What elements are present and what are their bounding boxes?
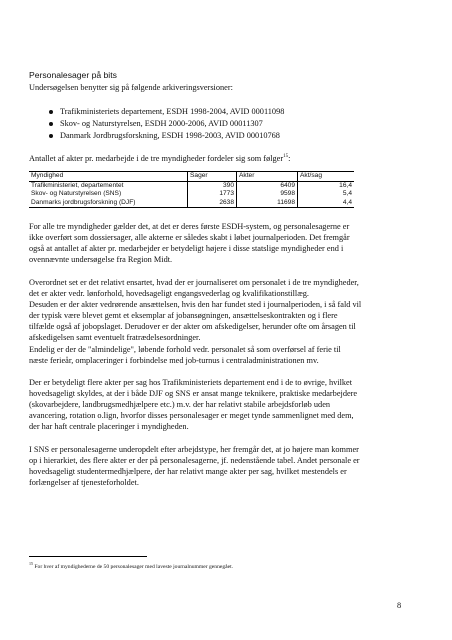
bullet-icon [49, 110, 53, 114]
table-cell: 4,4 [298, 199, 355, 208]
bullet-icon [49, 122, 53, 126]
page-number: 8 [397, 601, 402, 610]
list-item: Skov- og Naturstyrelsen, ESDH 2000-2006, AVID 00011307 [60, 118, 284, 130]
column-header: Sager [188, 172, 237, 182]
table-cell: 2638 [188, 199, 237, 208]
table-cell: 5,4 [298, 190, 355, 199]
table-cell: Danmarks jordbrugsforskning (DJF) [29, 199, 188, 208]
paragraph: I SNS er personalesagerne underopdelt efter arbejdstype, her fremgår det, at jo højere man kommer op i hierarkiet, des flere akter er der på personalesagerne, jf. nedenstående tabel. Andet personale er hovedsageligt studentermedhjælpere, der har relativt mange akter per sag, hvilket mestendels er forlængelser af tjenesteforholdet. [29, 445, 360, 488]
table-lead: Antallet af akter pr. medarbejde i de tre myndigheder fordeler sig som følger$^{15}$: [29, 154, 291, 163]
column-header: Akter [237, 172, 298, 182]
bullet-icon [49, 134, 53, 138]
table-cell: Skov- og Naturstyrelsen (SNS) [31, 190, 122, 198]
version-list [60, 106, 284, 141]
table-cell: 16,4 [298, 181, 355, 190]
paragraph: Overordnet set er det relativt ensartet, hvad der er journaliseret om personalet i de tre myndigheder, det er akter vedr. lønforhold, hovedsageligt engangsvederlag og kvalifikationstillæg. Desuden er der akter vedrørende ansættelsen, hvis den har fundet sted i journalperioden, i så fald vil der typisk være blevet gemt et eksemplar af jobansøgningen, ansættelseskontrakten og i flere tilfælde også af jobopslaget. Derudover er der akter om afskedigelser, herunder ofte om årsagen til afskedigelsen samt eventuelt fratrædelsesordninger. Endelig er der de "almindelige", løbende forhold vedr. personalet så som overførsel af ferie til næste ferieår, omplaceringer i forbindelse med job-turnus i centraladministrationen mv. [29, 278, 362, 365]
table-row [29, 181, 354, 190]
table-cell: Trafikministeriet, departementet [31, 181, 124, 189]
footnote-ref[interactable]: 15 [283, 154, 289, 160]
footnote: $^{15}$ For hver af myndighederne de 50 personalesager med laveste journalnummer gennegået. [29, 561, 234, 570]
footnote-divider [29, 556, 147, 557]
paragraph: For alle tre myndigheder gælder det, at det er deres første ESDH-system, og personalesagerne er ikke overført som dossiersager, alle akterne er således skabt i løbet journalperioden. Det fremgår også at antallet af akter pr. medarbejder er betydeligt højere i disse statslige myndigheder end i ovennævnte undersøgelse fra Region Midt. [29, 222, 350, 265]
list-item: Danmark Jordbrugsforskning, ESDH 1998-2003, AVID 00010768 [60, 130, 284, 142]
table-cell: 9598 [237, 190, 298, 199]
table-cell: 6409 [237, 181, 298, 190]
list-item: Trafikministeriets departement, ESDH 1998-2004, AVID 00011098 [60, 106, 284, 118]
agency-table [29, 171, 354, 208]
column-header: Myndighed [29, 172, 188, 182]
paragraph: Der er betydeligt flere akter per sag hos Trafikministeriets departement end i de to øvrige, hvilket hovedsageligt skyldes, at der i både DJF og SNS er ansat mange teknikere, praktiske medarbejdere (skovarbejdere, landbrugsmedhjælpere etc.) m.v. der har relativt stabile arbejdsforløb uden avancering, rotation o.lign, hvorfor disses personalesager er meget tynde sammenlignet med dem, der har haft centrale placeringer i myndigheden. [29, 378, 358, 432]
column-header: Akt/sag [298, 172, 355, 182]
table-cell: 390 [188, 181, 237, 190]
table-cell: 11698 [237, 199, 298, 208]
table-row [29, 190, 354, 199]
table-header-row [29, 172, 354, 182]
intro-text: Undersøgelsen benytter sig på følgende arkiveringsversioner: [29, 83, 233, 92]
table-row [29, 199, 354, 208]
section-heading: Personalesager på bits [29, 70, 117, 80]
table-cell: 1773 [188, 190, 237, 199]
